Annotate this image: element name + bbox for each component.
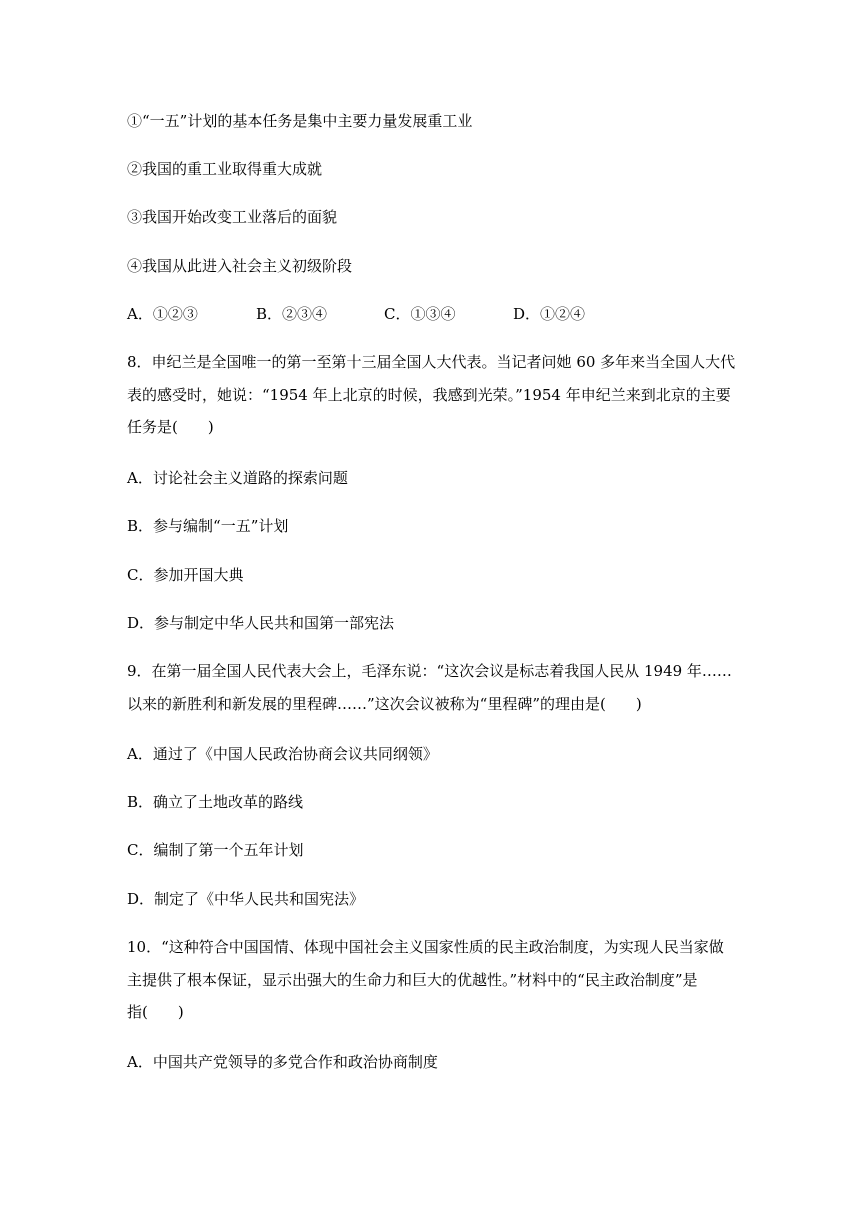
q10-stem-line-2: 主提供了根本保证，显示出强大的生命力和巨大的优越性。”材料中的“民主政治制度”是	[127, 970, 698, 989]
q8-option-c[interactable]: C．参加开国大典	[127, 566, 244, 584]
q10-stem-line-3: 指( )	[127, 1003, 184, 1021]
q9-stem-line-2: 以来的新胜利和新发展的里程碑……”这次会议被称为“里程碑”的理由是( )	[127, 694, 642, 713]
q10-option-a[interactable]: A．中国共产党领导的多党合作和政治协商制度	[127, 1053, 438, 1071]
q9-option-c[interactable]: C．编制了第一个五年计划	[127, 841, 304, 859]
q7-option-c[interactable]: C．①③④	[384, 305, 456, 323]
q8-option-b[interactable]: B．参与编制“一五”计划	[127, 517, 289, 535]
q7-statement-2: ②我国的重工业取得重大成就	[127, 160, 323, 178]
q9-option-d[interactable]: D．制定了《中华人民共和国宪法》	[127, 890, 365, 908]
q8-stem-line-3: 任务是( )	[127, 418, 214, 436]
q8-stem	[127, 346, 739, 444]
q10-stem-line-1: 10．“这种符合中国国情、体现中国社会主义国家性质的民主政治制度，为实现人民当家做	[127, 938, 724, 956]
q9-option-b[interactable]: B．确立了土地改革的路线	[127, 793, 304, 811]
q8-option-d[interactable]: D．参与制定中华人民共和国第一部宪法	[127, 614, 395, 632]
q7-options	[127, 304, 747, 324]
q7-statement-4: ④我国从此进入社会主义初级阶段	[127, 257, 353, 275]
q9-option-a[interactable]: A．通过了《中国人民政治协商会议共同纲领》	[127, 745, 438, 763]
q7-statement-3: ③我国开始改变工业落后的面貌	[127, 208, 338, 226]
q7-option-b[interactable]: B．②③④	[256, 305, 328, 323]
q7-option-d[interactable]: D．①②④	[513, 305, 586, 323]
q8-stem-line-1: 8．申纪兰是全国唯一的第一至第十三届全国人大代表。当记者问她 60 多年来当全国人大代	[127, 353, 736, 371]
q8-stem-line-2: 表的感受时，她说：“1954 年上北京的时候，我感到光荣。”1954 年申纪兰来到北京的主要	[127, 385, 731, 404]
q8-option-a[interactable]: A．讨论社会主义道路的探索问题	[127, 469, 348, 487]
q9-stem	[127, 655, 739, 720]
q9-stem-line-1: 9．在第一届全国人民代表大会上，毛泽东说：“这次会议是标志着我国人民从 1949 年……	[127, 662, 732, 680]
q7-statement-1: ①“一五”计划的基本任务是集中主要力量发展重工业	[127, 112, 473, 130]
q10-stem	[127, 931, 739, 1029]
q7-option-a[interactable]: A．①②③	[127, 305, 198, 323]
